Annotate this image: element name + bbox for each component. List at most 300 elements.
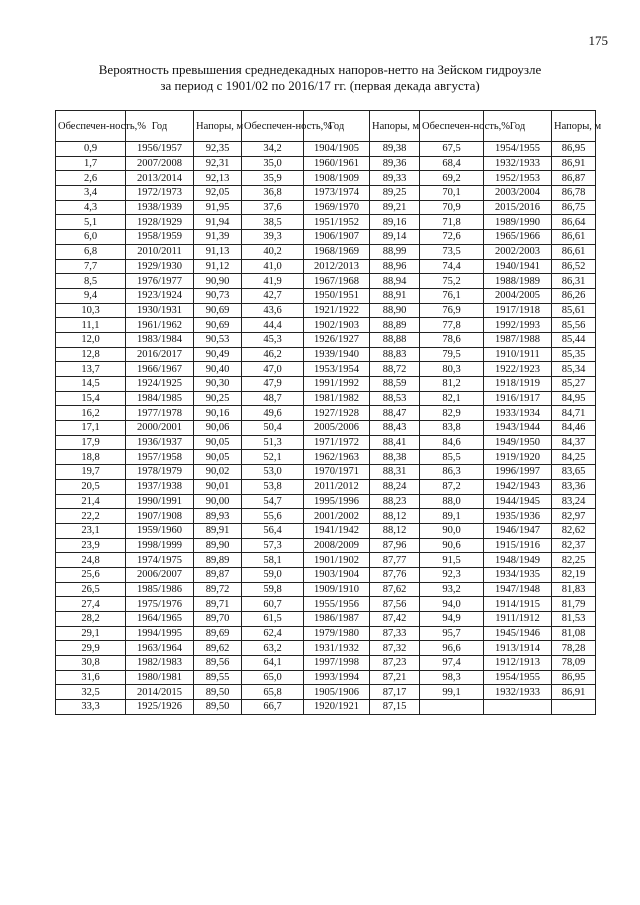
cell-probability-2: 46,2	[242, 347, 304, 362]
cell-probability-1: 3,4	[56, 186, 126, 201]
cell-year-3: 1949/1950	[484, 435, 552, 450]
cell-head-2: 88,99	[370, 244, 420, 259]
cell-year-2: 1979/1980	[304, 626, 370, 641]
cell-head-1: 90,05	[194, 435, 242, 450]
table-row	[56, 215, 596, 230]
cell-probability-1: 19,7	[56, 465, 126, 480]
cell-probability-3: 76,1	[420, 288, 484, 303]
table-row	[56, 142, 596, 157]
cell-year-2: 1903/1904	[304, 567, 370, 582]
cell-probability-3: 80,3	[420, 362, 484, 377]
cell-probability-2: 48,7	[242, 391, 304, 406]
cell-head-3: 86,91	[552, 685, 596, 700]
cell-year-1: 1983/1984	[126, 332, 194, 347]
cell-probability-1: 27,4	[56, 597, 126, 612]
table-row	[56, 465, 596, 480]
cell-year-1: 1956/1957	[126, 142, 194, 157]
cell-probability-3: 95,7	[420, 626, 484, 641]
cell-head-1: 90,73	[194, 288, 242, 303]
cell-probability-2: 44,4	[242, 318, 304, 333]
cell-head-1: 90,40	[194, 362, 242, 377]
cell-probability-2: 42,7	[242, 288, 304, 303]
cell-head-1: 90,06	[194, 421, 242, 436]
cell-probability-2: 56,4	[242, 523, 304, 538]
cell-head-2: 87,33	[370, 626, 420, 641]
table-row	[56, 186, 596, 201]
cell-head-1: 90,69	[194, 318, 242, 333]
table-row	[56, 362, 596, 377]
cell-year-2: 1908/1909	[304, 171, 370, 186]
cell-head-3: 86,87	[552, 171, 596, 186]
cell-head-2: 89,38	[370, 142, 420, 157]
table-row	[56, 450, 596, 465]
cell-year-2: 1986/1987	[304, 612, 370, 627]
cell-probability-2: 43,6	[242, 303, 304, 318]
cell-year-1: 2014/2015	[126, 685, 194, 700]
cell-year-2: 1973/1974	[304, 186, 370, 201]
cell-head-1: 90,02	[194, 465, 242, 480]
cell-head-1: 89,70	[194, 612, 242, 627]
cell-year-3: 1992/1993	[484, 318, 552, 333]
cell-year-3: 1942/1943	[484, 479, 552, 494]
cell-year-2: 1927/1928	[304, 406, 370, 421]
table-row	[56, 700, 596, 715]
table-row	[56, 626, 596, 641]
cell-year-2: 1904/1905	[304, 142, 370, 157]
cell-year-2: 1969/1970	[304, 200, 370, 215]
cell-year-3: 1910/1911	[484, 347, 552, 362]
header-probability-1: Обеспечен-ность,%	[56, 111, 126, 142]
cell-probability-3: 74,4	[420, 259, 484, 274]
cell-probability-1: 29,1	[56, 626, 126, 641]
cell-year-2: 1939/1940	[304, 347, 370, 362]
cell-year-2: 1906/1907	[304, 230, 370, 245]
table-row	[56, 274, 596, 289]
cell-head-2: 87,32	[370, 641, 420, 656]
cell-probability-3	[420, 700, 484, 715]
cell-year-3: 1932/1933	[484, 685, 552, 700]
cell-head-3: 84,95	[552, 391, 596, 406]
cell-probability-3: 96,6	[420, 641, 484, 656]
cell-probability-3: 98,3	[420, 670, 484, 685]
cell-head-3: 86,95	[552, 142, 596, 157]
table-row	[56, 318, 596, 333]
cell-year-2: 2005/2006	[304, 421, 370, 436]
cell-year-3: 1932/1933	[484, 156, 552, 171]
cell-probability-1: 26,5	[56, 582, 126, 597]
cell-head-2: 88,94	[370, 274, 420, 289]
table-row	[56, 494, 596, 509]
cell-year-1: 1928/1929	[126, 215, 194, 230]
cell-year-3: 1913/1914	[484, 641, 552, 656]
cell-probability-1: 29,9	[56, 641, 126, 656]
table-row	[56, 156, 596, 171]
cell-year-2: 1995/1996	[304, 494, 370, 509]
cell-head-3: 84,25	[552, 450, 596, 465]
cell-year-3: 2002/2003	[484, 244, 552, 259]
cell-probability-2: 51,3	[242, 435, 304, 450]
cell-year-2: 1953/1954	[304, 362, 370, 377]
cell-year-1: 1963/1964	[126, 641, 194, 656]
cell-head-3: 85,44	[552, 332, 596, 347]
cell-head-1: 92,35	[194, 142, 242, 157]
header-probability-2: Обеспечен-ность,%	[242, 111, 304, 142]
cell-head-1: 89,55	[194, 670, 242, 685]
cell-year-2: 2011/2012	[304, 479, 370, 494]
cell-year-2: 1905/1906	[304, 685, 370, 700]
cell-head-1: 92,05	[194, 186, 242, 201]
cell-year-3: 1952/1953	[484, 171, 552, 186]
cell-year-1: 1994/1995	[126, 626, 194, 641]
table-row	[56, 670, 596, 685]
cell-year-3: 1944/1945	[484, 494, 552, 509]
header-head-3: Напоры, м	[552, 111, 596, 142]
cell-probability-2: 61,5	[242, 612, 304, 627]
cell-head-2: 89,21	[370, 200, 420, 215]
cell-year-3: 1915/1916	[484, 538, 552, 553]
cell-head-3: 86,52	[552, 259, 596, 274]
cell-year-2: 1909/1910	[304, 582, 370, 597]
cell-head-2: 88,31	[370, 465, 420, 480]
cell-head-3: 86,61	[552, 230, 596, 245]
cell-probability-1: 20,5	[56, 479, 126, 494]
cell-probability-1: 32,5	[56, 685, 126, 700]
cell-head-3: 86,78	[552, 186, 596, 201]
cell-year-3: 1989/1990	[484, 215, 552, 230]
table-row	[56, 200, 596, 215]
table-row	[56, 288, 596, 303]
cell-year-1: 1975/1976	[126, 597, 194, 612]
cell-year-3: 1996/1997	[484, 465, 552, 480]
cell-probability-2: 64,1	[242, 656, 304, 671]
cell-head-2: 88,12	[370, 509, 420, 524]
cell-year-3: 2004/2005	[484, 288, 552, 303]
cell-year-3: 1946/1947	[484, 523, 552, 538]
cell-year-3: 1943/1944	[484, 421, 552, 436]
cell-probability-2: 45,3	[242, 332, 304, 347]
cell-probability-1: 8,5	[56, 274, 126, 289]
cell-probability-1: 24,8	[56, 553, 126, 568]
cell-year-2: 1967/1968	[304, 274, 370, 289]
cell-head-3: 82,25	[552, 553, 596, 568]
cell-head-2: 89,36	[370, 156, 420, 171]
header-year-2: Год	[304, 111, 370, 142]
cell-probability-3: 67,5	[420, 142, 484, 157]
cell-head-1: 89,50	[194, 685, 242, 700]
cell-year-1: 2016/2017	[126, 347, 194, 362]
cell-head-2: 87,23	[370, 656, 420, 671]
cell-head-2: 87,77	[370, 553, 420, 568]
cell-year-1: 1907/1908	[126, 509, 194, 524]
cell-year-2: 1920/1921	[304, 700, 370, 715]
cell-probability-3: 93,2	[420, 582, 484, 597]
cell-head-1: 89,93	[194, 509, 242, 524]
cell-year-3: 2003/2004	[484, 186, 552, 201]
cell-head-2: 88,41	[370, 435, 420, 450]
cell-probability-1: 5,1	[56, 215, 126, 230]
cell-head-1: 92,31	[194, 156, 242, 171]
cell-head-1: 89,69	[194, 626, 242, 641]
cell-year-2: 1926/1927	[304, 332, 370, 347]
cell-head-3: 85,56	[552, 318, 596, 333]
table-row	[56, 538, 596, 553]
cell-probability-1: 10,3	[56, 303, 126, 318]
cell-head-1: 90,00	[194, 494, 242, 509]
cell-head-1: 89,62	[194, 641, 242, 656]
cell-year-3: 1954/1955	[484, 142, 552, 157]
cell-head-3: 78,28	[552, 641, 596, 656]
cell-year-2: 1971/1972	[304, 435, 370, 450]
cell-probability-1: 14,5	[56, 377, 126, 392]
header-head-1: Напоры, м	[194, 111, 242, 142]
cell-probability-1: 23,1	[56, 523, 126, 538]
cell-probability-3: 70,1	[420, 186, 484, 201]
cell-head-2: 88,91	[370, 288, 420, 303]
cell-probability-2: 63,2	[242, 641, 304, 656]
cell-probability-3: 84,6	[420, 435, 484, 450]
table-row	[56, 377, 596, 392]
cell-head-2: 87,62	[370, 582, 420, 597]
cell-probability-3: 85,5	[420, 450, 484, 465]
cell-head-3: 81,53	[552, 612, 596, 627]
cell-head-2: 87,42	[370, 612, 420, 627]
cell-year-1: 1957/1958	[126, 450, 194, 465]
cell-year-2: 1921/1922	[304, 303, 370, 318]
cell-probability-3: 83,8	[420, 421, 484, 436]
cell-probability-3: 82,1	[420, 391, 484, 406]
cell-head-3: 81,79	[552, 597, 596, 612]
cell-year-3: 1935/1936	[484, 509, 552, 524]
cell-head-1: 90,53	[194, 332, 242, 347]
cell-probability-1: 6,8	[56, 244, 126, 259]
cell-head-2: 89,25	[370, 186, 420, 201]
cell-year-1: 1938/1939	[126, 200, 194, 215]
cell-probability-2: 49,6	[242, 406, 304, 421]
cell-head-1: 89,89	[194, 553, 242, 568]
cell-year-1: 2000/2001	[126, 421, 194, 436]
cell-head-3: 85,35	[552, 347, 596, 362]
cell-probability-3: 99,1	[420, 685, 484, 700]
cell-head-2: 88,47	[370, 406, 420, 421]
cell-probability-2: 59,8	[242, 582, 304, 597]
cell-year-1: 1984/1985	[126, 391, 194, 406]
cell-year-2: 1955/1956	[304, 597, 370, 612]
cell-year-3	[484, 700, 552, 715]
cell-year-3: 1914/1915	[484, 597, 552, 612]
cell-probability-1: 9,4	[56, 288, 126, 303]
cell-year-1: 1929/1930	[126, 259, 194, 274]
cell-head-2: 87,96	[370, 538, 420, 553]
cell-probability-2: 54,7	[242, 494, 304, 509]
cell-probability-3: 71,8	[420, 215, 484, 230]
table-row	[56, 244, 596, 259]
cell-year-2: 1960/1961	[304, 156, 370, 171]
table-row	[56, 332, 596, 347]
cell-year-1: 1923/1924	[126, 288, 194, 303]
cell-head-1: 92,13	[194, 171, 242, 186]
table-row	[56, 685, 596, 700]
cell-year-3: 1954/1955	[484, 670, 552, 685]
cell-year-1: 1976/1977	[126, 274, 194, 289]
cell-probability-3: 68,4	[420, 156, 484, 171]
cell-head-3: 82,97	[552, 509, 596, 524]
cell-year-1: 1964/1965	[126, 612, 194, 627]
cell-year-1: 2013/2014	[126, 171, 194, 186]
cell-year-3: 1933/1934	[484, 406, 552, 421]
cell-year-3: 1947/1948	[484, 582, 552, 597]
table-row	[56, 171, 596, 186]
cell-year-1: 1924/1925	[126, 377, 194, 392]
cell-year-2: 1968/1969	[304, 244, 370, 259]
cell-year-2: 1991/1992	[304, 377, 370, 392]
cell-head-2: 88,38	[370, 450, 420, 465]
cell-probability-2: 38,5	[242, 215, 304, 230]
cell-year-1: 1959/1960	[126, 523, 194, 538]
cell-probability-3: 87,2	[420, 479, 484, 494]
cell-head-1: 90,90	[194, 274, 242, 289]
cell-head-1: 91,95	[194, 200, 242, 215]
cell-head-1: 91,94	[194, 215, 242, 230]
cell-head-2: 88,83	[370, 347, 420, 362]
cell-probability-1: 12,0	[56, 332, 126, 347]
table-row	[56, 523, 596, 538]
cell-year-1: 1972/1973	[126, 186, 194, 201]
cell-year-1: 1930/1931	[126, 303, 194, 318]
cell-year-2: 1993/1994	[304, 670, 370, 685]
cell-probability-2: 60,7	[242, 597, 304, 612]
title-line-2: за период с 1901/02 по 2016/17 гг. (первая декада августа)	[160, 78, 480, 93]
cell-probability-2: 37,6	[242, 200, 304, 215]
table-row	[56, 391, 596, 406]
table-row	[56, 656, 596, 671]
header-year-3: Год	[484, 111, 552, 142]
cell-head-2: 88,88	[370, 332, 420, 347]
cell-head-2: 88,72	[370, 362, 420, 377]
cell-year-2: 1962/1963	[304, 450, 370, 465]
cell-head-2: 87,56	[370, 597, 420, 612]
cell-year-2: 1901/1902	[304, 553, 370, 568]
cell-head-2: 88,90	[370, 303, 420, 318]
cell-head-1: 89,90	[194, 538, 242, 553]
cell-head-3: 86,26	[552, 288, 596, 303]
cell-probability-2: 35,0	[242, 156, 304, 171]
cell-year-1: 1978/1979	[126, 465, 194, 480]
cell-probability-2: 34,2	[242, 142, 304, 157]
cell-probability-3: 79,5	[420, 347, 484, 362]
cell-head-3: 84,37	[552, 435, 596, 450]
cell-year-2: 2012/2013	[304, 259, 370, 274]
cell-year-3: 1988/1989	[484, 274, 552, 289]
cell-year-1: 1937/1938	[126, 479, 194, 494]
cell-year-1: 1936/1937	[126, 435, 194, 450]
cell-head-2: 88,23	[370, 494, 420, 509]
cell-probability-3: 94,9	[420, 612, 484, 627]
cell-year-1: 1961/1962	[126, 318, 194, 333]
cell-year-3: 1934/1935	[484, 567, 552, 582]
cell-head-2: 89,16	[370, 215, 420, 230]
cell-year-3: 1919/1920	[484, 450, 552, 465]
cell-year-2: 1981/1982	[304, 391, 370, 406]
cell-head-1: 91,12	[194, 259, 242, 274]
cell-year-3: 1965/1966	[484, 230, 552, 245]
cell-probability-1: 17,1	[56, 421, 126, 436]
cell-head-3: 81,08	[552, 626, 596, 641]
cell-probability-1: 28,2	[56, 612, 126, 627]
cell-head-3: 82,62	[552, 523, 596, 538]
cell-probability-1: 11,1	[56, 318, 126, 333]
cell-probability-1: 16,2	[56, 406, 126, 421]
cell-head-1: 90,05	[194, 450, 242, 465]
cell-head-3: 83,24	[552, 494, 596, 509]
cell-head-1: 91,13	[194, 244, 242, 259]
cell-year-2: 1902/1903	[304, 318, 370, 333]
cell-head-3: 83,36	[552, 479, 596, 494]
cell-year-1: 1925/1926	[126, 700, 194, 715]
cell-probability-1: 25,6	[56, 567, 126, 582]
cell-head-2: 87,21	[370, 670, 420, 685]
cell-head-1: 90,01	[194, 479, 242, 494]
table-row	[56, 612, 596, 627]
cell-year-2: 1931/1932	[304, 641, 370, 656]
cell-probability-3: 88,0	[420, 494, 484, 509]
cell-year-3: 1911/1912	[484, 612, 552, 627]
table-header-row	[56, 111, 596, 142]
cell-probability-1: 33,3	[56, 700, 126, 715]
cell-probability-3: 91,5	[420, 553, 484, 568]
cell-year-3: 2015/2016	[484, 200, 552, 215]
cell-year-1: 2006/2007	[126, 567, 194, 582]
table-row	[56, 582, 596, 597]
cell-head-2: 87,76	[370, 567, 420, 582]
table-row	[56, 406, 596, 421]
cell-probability-2: 35,9	[242, 171, 304, 186]
cell-head-3: 84,71	[552, 406, 596, 421]
cell-probability-2: 58,1	[242, 553, 304, 568]
cell-probability-2: 53,8	[242, 479, 304, 494]
cell-year-3: 1945/1946	[484, 626, 552, 641]
cell-probability-3: 97,4	[420, 656, 484, 671]
cell-year-2: 2008/2009	[304, 538, 370, 553]
cell-probability-1: 4,3	[56, 200, 126, 215]
cell-year-3: 1922/1923	[484, 362, 552, 377]
cell-year-3: 1948/1949	[484, 553, 552, 568]
cell-year-3: 1940/1941	[484, 259, 552, 274]
cell-year-3: 1987/1988	[484, 332, 552, 347]
table-row	[56, 641, 596, 656]
cell-head-3: 85,27	[552, 377, 596, 392]
cell-head-2: 88,89	[370, 318, 420, 333]
cell-year-1: 2007/2008	[126, 156, 194, 171]
cell-head-3: 86,91	[552, 156, 596, 171]
cell-year-2: 1997/1998	[304, 656, 370, 671]
cell-probability-2: 53,0	[242, 465, 304, 480]
table-row	[56, 567, 596, 582]
cell-probability-1: 18,8	[56, 450, 126, 465]
cell-probability-1: 15,4	[56, 391, 126, 406]
cell-probability-1: 12,8	[56, 347, 126, 362]
cell-year-2: 1951/1952	[304, 215, 370, 230]
cell-year-1: 2010/2011	[126, 244, 194, 259]
cell-head-3: 85,61	[552, 303, 596, 318]
cell-head-2: 88,53	[370, 391, 420, 406]
cell-probability-3: 78,6	[420, 332, 484, 347]
table-row	[56, 303, 596, 318]
cell-probability-2: 50,4	[242, 421, 304, 436]
cell-probability-1: 23,9	[56, 538, 126, 553]
cell-probability-1: 30,8	[56, 656, 126, 671]
cell-head-1: 89,50	[194, 700, 242, 715]
cell-probability-2: 47,0	[242, 362, 304, 377]
